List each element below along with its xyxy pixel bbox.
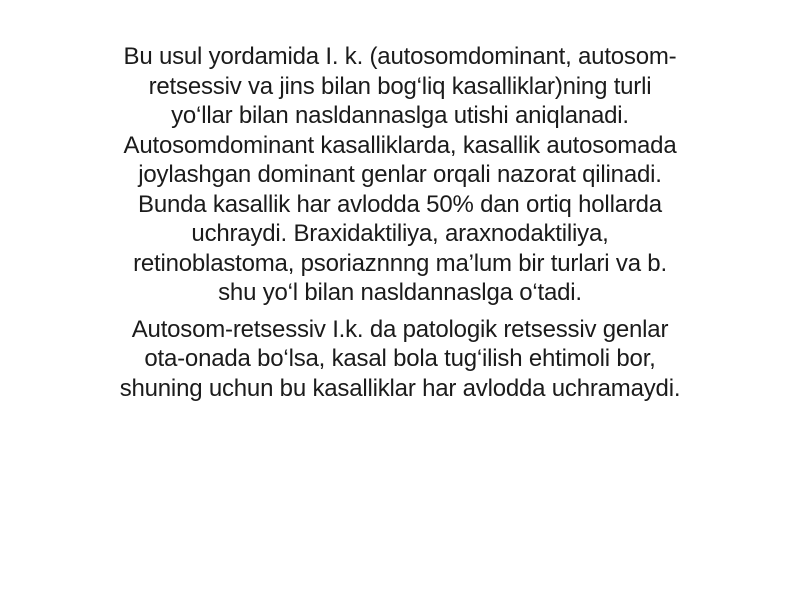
text-line: ota-onada bo‘lsa, kasal bola tug‘ilish ehtimoli bor, bbox=[144, 345, 656, 372]
text-line: shuning uchun bu kasalliklar har avlodda uchramaydi. bbox=[119, 374, 681, 402]
text-line: Autosom-retsessiv I.k. da patologik retsessiv genlar bbox=[131, 315, 669, 343]
text-line: Autosomdominant kasalliklarda, kasallik autosomada bbox=[123, 131, 677, 159]
text-line: Bunda kasallik har avlodda 50% dan ortiq hollarda bbox=[138, 190, 662, 218]
text-line: shu yo‘l bilan nasldannaslga o‘tadi. bbox=[218, 279, 582, 306]
text-line: uchraydi. Braxidaktiliya, araxnodaktiliya, bbox=[191, 220, 609, 247]
text-line: retsessiv va jins bilan bog‘liq kasalliklar)ning turli bbox=[148, 72, 652, 100]
text-line: Bu usul yordamida I. k. (autosomdominant, autosom- bbox=[123, 43, 677, 70]
text-line: joylashgan dominant genlar orqali nazorat qilinadi. bbox=[138, 161, 662, 188]
paragraph-1 bbox=[0, 42, 800, 308]
text-line: yo‘llar bilan nasldannaslga utishi aniqlanadi. bbox=[171, 102, 629, 129]
body-text bbox=[0, 42, 800, 410]
text-line: retinoblastoma, psoriaznnng ma’lum bir turlari va b. bbox=[133, 249, 667, 277]
paragraph-2 bbox=[0, 315, 800, 404]
